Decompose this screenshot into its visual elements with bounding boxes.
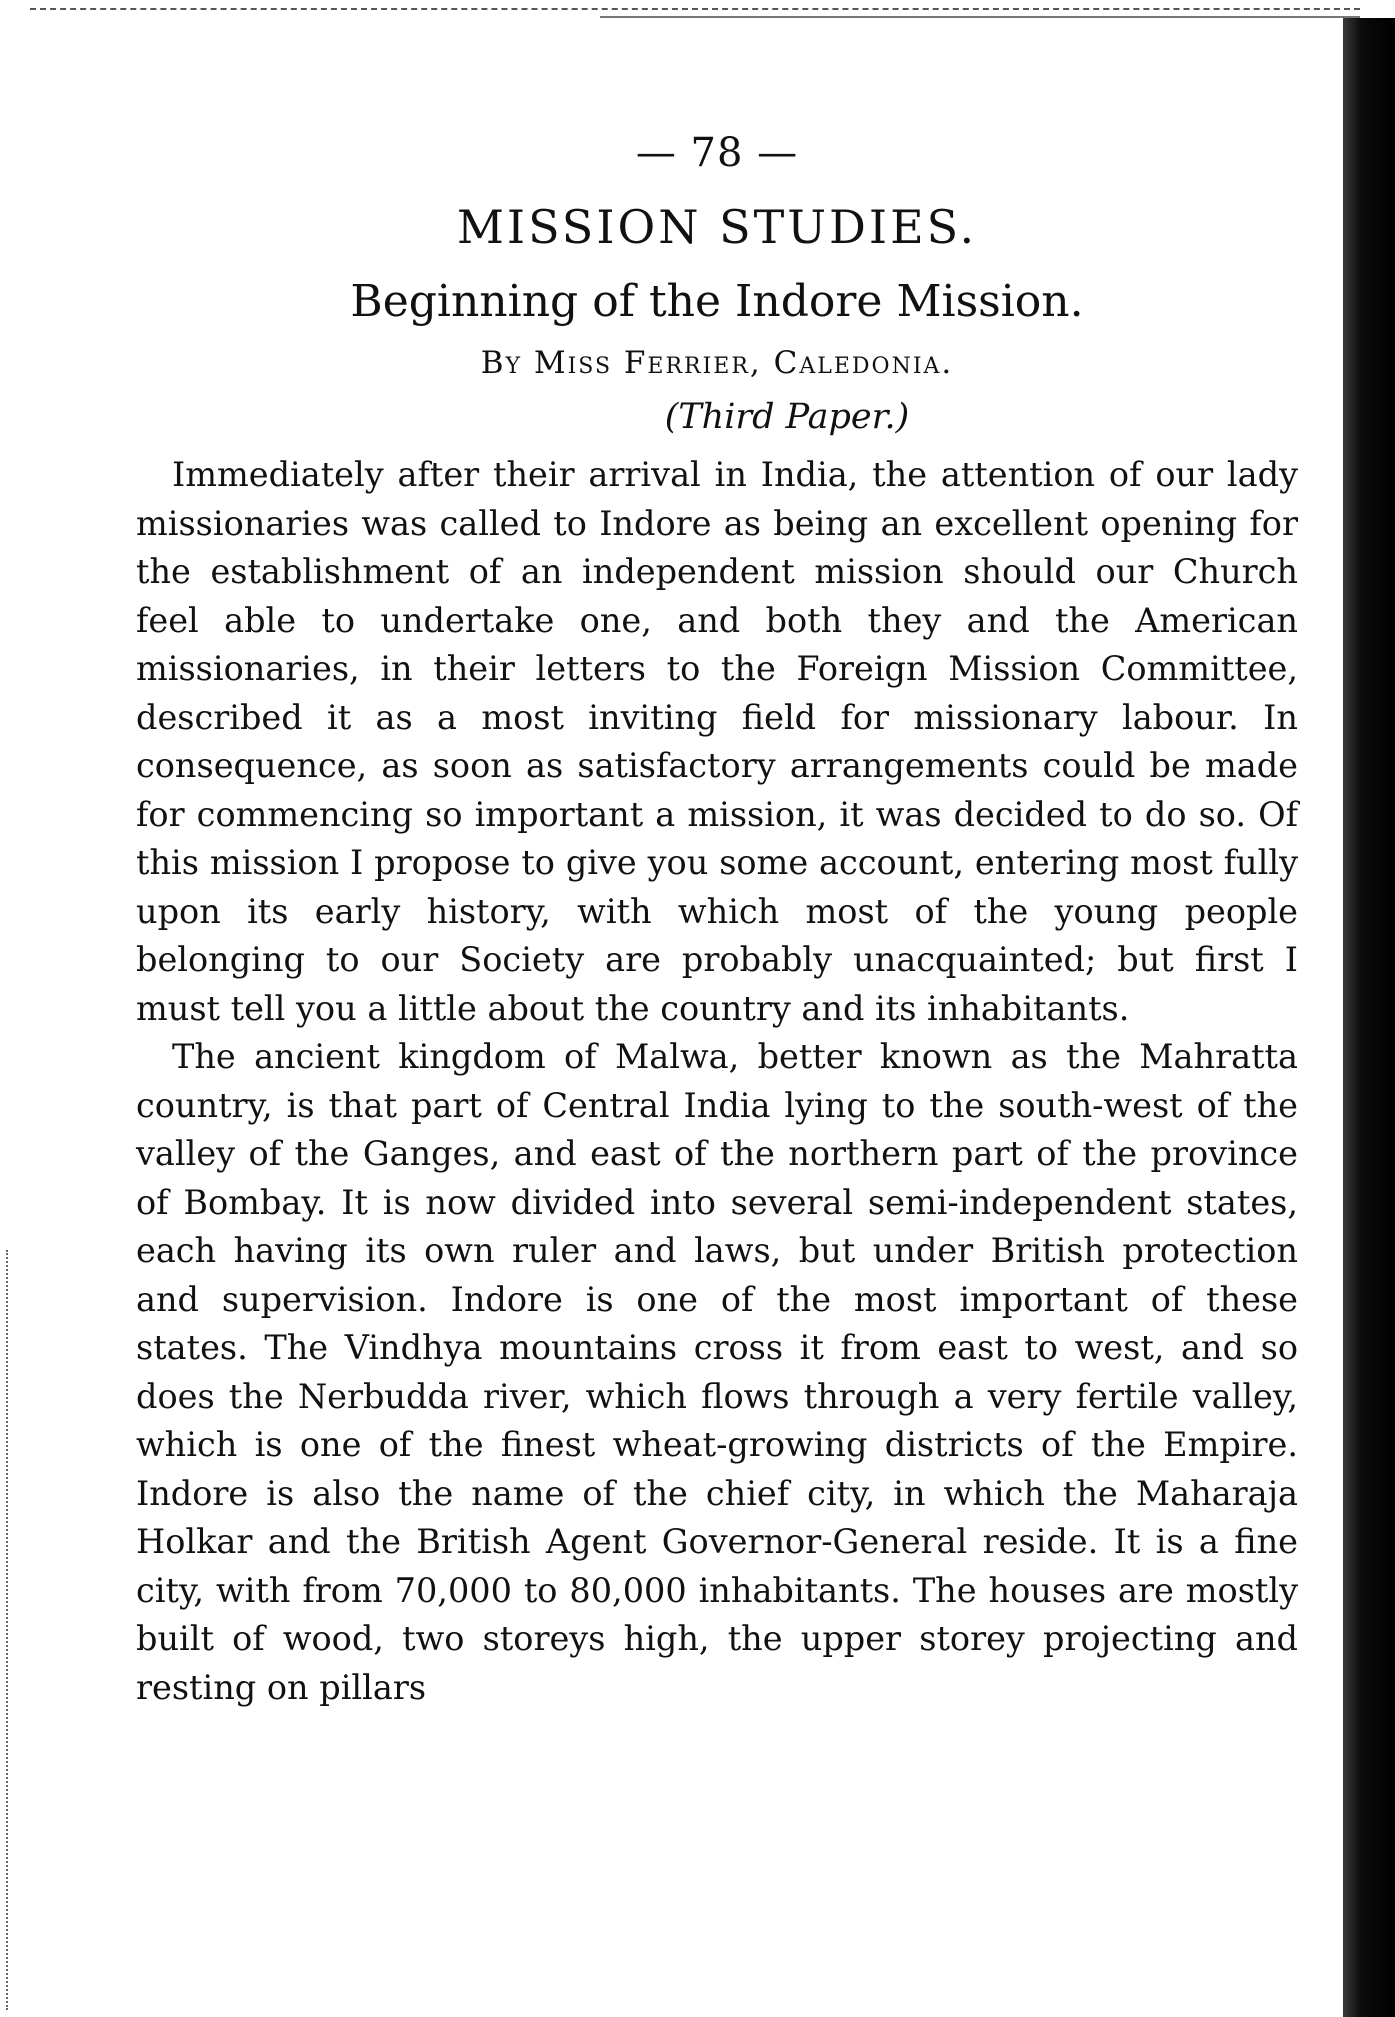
paper-number: (Third Paper.): [664, 397, 910, 437]
article-title: Beginning of the Indore Mission.: [350, 276, 1084, 327]
scan-artifact-left: [6, 1250, 14, 2010]
page-number: — 78 —: [635, 130, 799, 176]
scan-artifact-top: [30, 8, 1360, 10]
scan-artifact-top-line: [600, 16, 1360, 18]
paragraph-1: Immediately after their arrival in India, the attention of our lady missionaries was called to Indore as being an excellent opening for the establishment of an independent mission should our Church feel able to undertake one, and both they and the American missionaries, in their letters to the Foreign Mission Committee, described it as a most inviting field for missionary labour. In consequence, as soon as satisfactory arrangements could be made for commencing so important a mission, it was decided to do so. Of this mission I propose to give you some account, entering most fully upon its early history, with which most of the young people belonging to our Society are probably unacquainted; but first I must tell you a little about the country and its inhabitants.: [136, 455, 1298, 1028]
document-page: [136, 130, 1298, 1712]
section-title: MISSION STUDIES.: [456, 200, 978, 254]
paragraph-2: The ancient kingdom of Malwa, better known as the Mahratta country, is that part of Central India lying to the south-west of the valley of the Ganges, and east of the northern part of the province of Bombay. It is now divided into several semi-independent states, each having its own ruler and laws, but under British protection and supervision. Indore is one of the most important of these states. The Vindhya mountains cross it from east to west, and so does the Nerbudda river, which flows through a very fertile valley, which is one of the finest wheat-growing districts of the Empire. Indore is also the name of the chief city, in which the Maharaja Holkar and the British Agent Governor-General reside. It is a fine city, with from 70,000 to 80,000 inhabitants. The houses are mostly built of wood, two storeys high, the upper storey projecting and resting on pillars: [136, 1037, 1298, 1707]
book-spine-edge: [1343, 18, 1395, 2017]
author-byline: By Miss Ferrier, Caledonia.: [480, 345, 954, 381]
